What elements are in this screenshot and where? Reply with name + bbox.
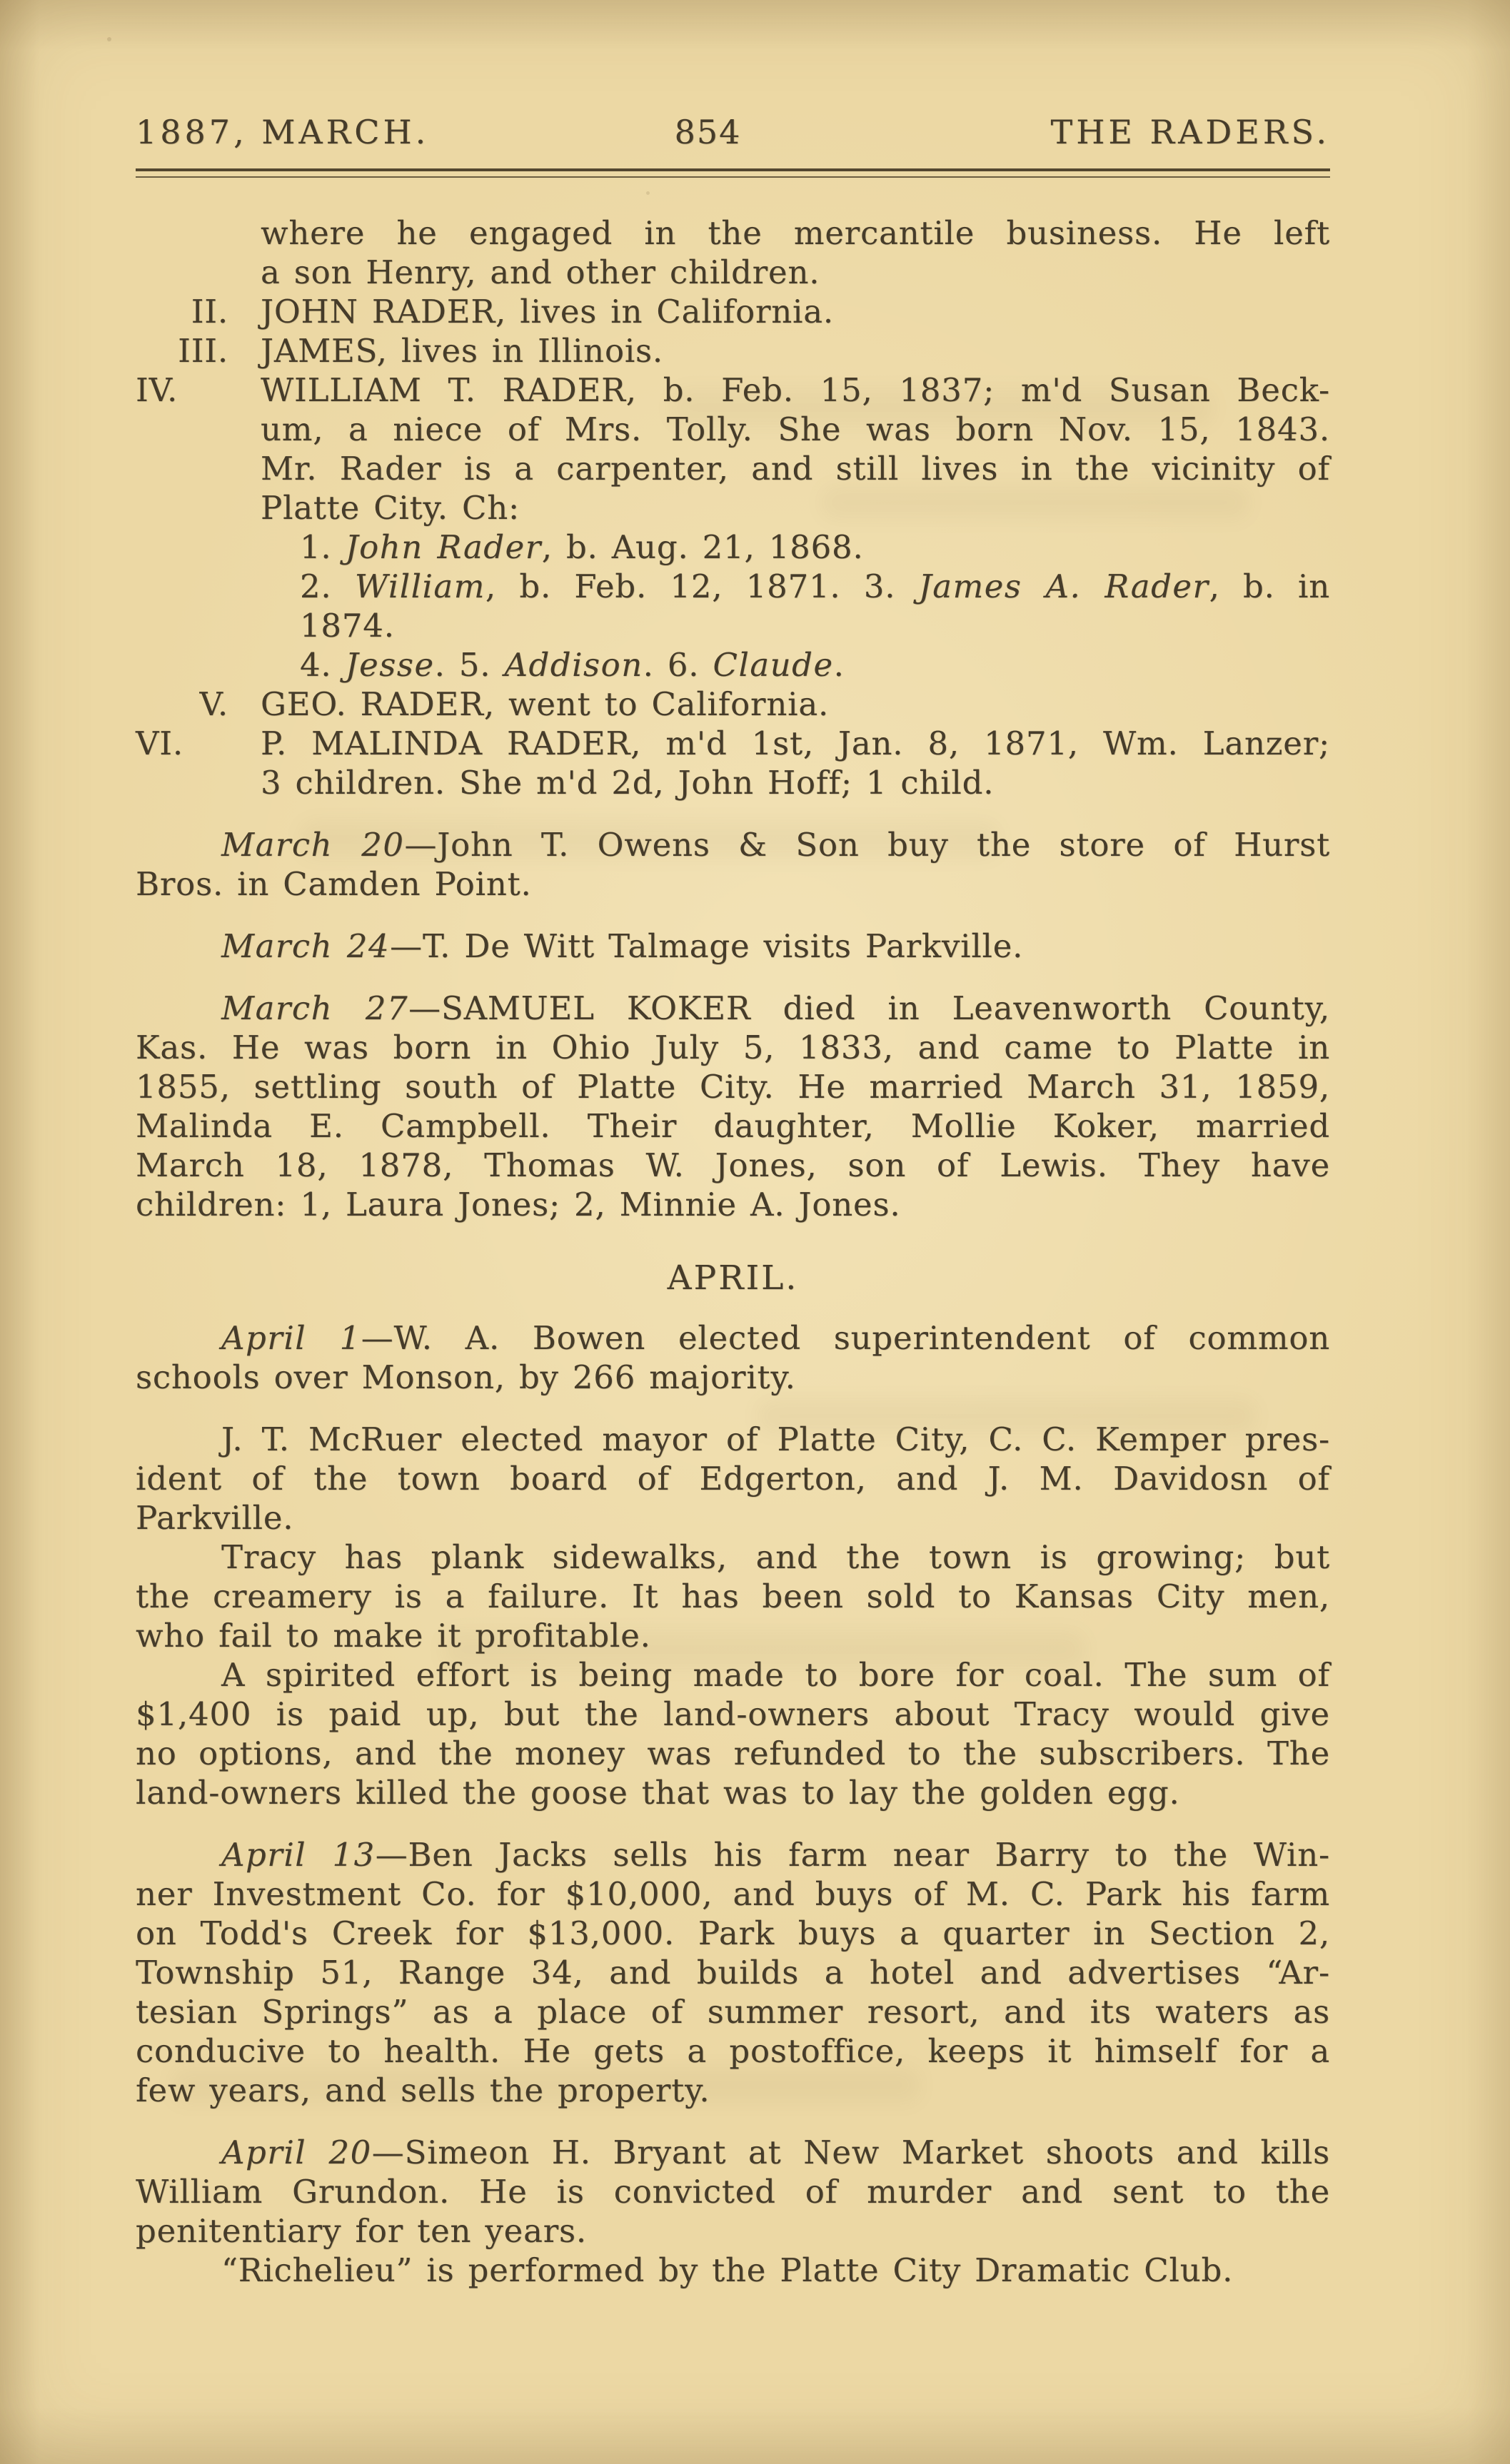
italic-text: March 27	[221, 989, 409, 1027]
roman-numeral: V.	[199, 685, 228, 723]
text-line	[136, 1616, 1330, 1655]
italic-text: March 24	[221, 927, 391, 965]
text-line	[300, 645, 1330, 685]
rader-item-vi	[136, 724, 1330, 802]
text-segment: P. MALINDA RADER, m'd 1st, Jan. 8, 1871, Wm. Lanzer;	[261, 724, 1330, 762]
text-segment: Tracy has plank sidewalks, and the town is growing; but	[221, 1538, 1330, 1576]
text-segment: GEO. RADER, went to California.	[261, 685, 830, 723]
text-segment: —John T. Owens & Son buy the store of Hurst	[404, 826, 1330, 864]
text-segment: 4.	[300, 646, 346, 684]
text-segment: where he engaged in the mercantile business. He left	[261, 214, 1330, 252]
roman-numeral: VI.	[136, 724, 183, 762]
roman-numeral: III.	[178, 332, 228, 370]
text-line	[136, 825, 1330, 864]
text-line	[261, 253, 1330, 292]
month-heading-april: APRIL.	[667, 1258, 799, 1298]
text-segment: the creamery is a failure. It has been sold to Kansas City men,	[136, 1577, 1330, 1615]
text-line	[136, 2172, 1330, 2211]
text-line	[136, 2251, 1330, 2290]
text-line	[136, 1067, 1330, 1106]
text-line	[136, 724, 1330, 763]
text-segment: 3 children. She m'd 2d, John Hoff; 1 child.	[261, 764, 995, 802]
text-line	[136, 1498, 1330, 1538]
para-tracy-sidewalks	[136, 1538, 1330, 1655]
text-line	[136, 1695, 1330, 1734]
header-date: 1887, MARCH.	[136, 113, 430, 151]
text-line	[136, 2211, 1330, 2251]
text-segment: 1855, settling south of Platte City. He married March 31, 1859,	[136, 1068, 1330, 1106]
text-line	[136, 1028, 1330, 1067]
roman-numeral: IV.	[136, 371, 178, 409]
text-segment: . 6.	[643, 646, 713, 684]
text-segment: few years, and sells the property.	[136, 2071, 710, 2109]
para-coal-boring	[136, 1655, 1330, 1812]
text-line	[136, 1577, 1330, 1616]
text-line	[136, 1914, 1330, 1953]
italic-text: William	[354, 567, 485, 605]
text-segment: Kas. He was born in Ohio July 5, 1833, and came to Platte in	[136, 1029, 1330, 1066]
text-segment: Parkville.	[136, 1499, 294, 1537]
text-line	[136, 1655, 1330, 1695]
text-line	[191, 292, 1330, 331]
text-segment: Mr. Rader is a carpenter, and still lives in the vicinity of	[261, 450, 1330, 488]
text-line	[136, 1185, 1330, 1224]
text-segment: 2.	[300, 567, 355, 605]
rader-item-ii	[136, 292, 1330, 331]
header-double-rule	[136, 168, 1330, 178]
italic-text: March 20	[221, 826, 405, 864]
text-segment: penitentiary for ten years.	[136, 2212, 588, 2250]
text-segment: —Simeon H. Bryant at New Market shoots and kills	[371, 2134, 1330, 2171]
text-segment: —SAMUEL KOKER died in Leavenworth County,	[408, 989, 1330, 1027]
text-line	[136, 1538, 1330, 1577]
italic-text: April 20	[221, 2134, 372, 2171]
text-segment: who fail to make it profitable.	[136, 1617, 651, 1655]
rader-item-iii	[136, 331, 1330, 370]
text-segment: land-owners killed the goose that was to lay the golden egg.	[136, 1774, 1180, 1812]
text-line	[136, 864, 1330, 904]
text-line	[136, 1874, 1330, 1914]
text-line	[136, 1420, 1330, 1459]
text-line	[261, 488, 1330, 527]
text-line	[136, 2031, 1330, 2071]
text-segment: ner Investment Co. for $10,000, and buys of M. C. Park his farm	[136, 1875, 1330, 1913]
text-line	[261, 213, 1330, 253]
text-segment: March 18, 1878, Thomas W. Jones, son of Lewis. They have	[136, 1146, 1330, 1184]
text-segment: Platte City. Ch:	[261, 489, 520, 527]
text-line	[136, 1953, 1330, 1992]
text-segment: 1.	[300, 528, 346, 566]
page-body	[136, 213, 1330, 2290]
ink-speck	[107, 37, 111, 41]
text-segment: Township 51, Range 34, and builds a hotel and advertises “Ar-	[136, 1954, 1330, 1991]
text-segment: WILLIAM T. RADER, b. Feb. 15, 1837; m'd Susan Beck-	[261, 371, 1330, 409]
italic-text: Jesse	[345, 646, 435, 684]
header-page-number: 854	[674, 113, 742, 151]
continuation-paragraph	[136, 213, 1330, 292]
roman-numeral: II.	[191, 293, 228, 330]
text-line	[300, 567, 1330, 645]
italic-text: Claude	[713, 646, 834, 684]
text-segment: no options, and the money was refunded to the subscribers. The	[136, 1735, 1330, 1772]
text-segment: JAMES, lives in Illinois.	[261, 332, 664, 370]
text-segment: children: 1, Laura Jones; 2, Minnie A. Jones.	[136, 1186, 901, 1223]
entry-march-24	[136, 926, 1330, 966]
text-segment: , b. Feb. 12, 1871. 3.	[485, 567, 919, 605]
text-segment: A spirited effort is being made to bore for coal. The sum of	[221, 1656, 1330, 1694]
text-segment: . 5.	[434, 646, 505, 684]
text-line	[261, 410, 1330, 449]
text-line	[136, 1459, 1330, 1498]
italic-text: James A. Rader	[918, 567, 1209, 605]
text-line	[136, 1835, 1330, 1874]
italic-text: John Rader	[345, 528, 542, 566]
text-segment: tesian Springs” as a place of summer resort, and its waters as	[136, 1993, 1330, 2031]
text-line	[261, 763, 1330, 802]
text-line	[178, 331, 1330, 370]
entry-april-20	[136, 2133, 1330, 2251]
text-line	[136, 370, 1330, 410]
entry-april-13	[136, 1835, 1330, 2110]
entry-march-20	[136, 825, 1330, 904]
text-line	[136, 2133, 1330, 2172]
text-segment: —W. A. Bowen elected superintendent of common	[361, 1319, 1330, 1357]
rader-item-iv	[136, 370, 1330, 527]
text-segment: J. T. McRuer elected mayor of Platte City, C. C. Kemper pres-	[221, 1420, 1330, 1458]
text-line	[136, 1106, 1330, 1146]
text-segment: , b. in 1874.	[300, 567, 1331, 645]
page-content	[136, 113, 1330, 2290]
text-line	[261, 449, 1330, 488]
text-segment: .	[833, 646, 845, 684]
text-segment: JOHN RADER, lives in California.	[261, 293, 834, 330]
italic-text: Addison	[504, 646, 643, 684]
text-segment: William Grundon. He is convicted of murder and sent to the	[136, 2173, 1330, 2211]
text-line	[136, 1146, 1330, 1185]
text-segment: um, a niece of Mrs. Tolly. She was born Nov. 15, 1843.	[261, 410, 1330, 448]
text-segment: conducive to health. He gets a postoffice, keeps it himself for a	[136, 2032, 1330, 2070]
header-book-title: THE RADERS.	[1050, 113, 1330, 151]
text-segment: —T. De Witt Talmage visits Parkville.	[390, 927, 1024, 965]
italic-text: April 13	[221, 1836, 376, 1874]
text-segment: on Todd's Creek for $13,000. Park buys a quarter in Section 2,	[136, 1914, 1330, 1952]
para-richelieu	[136, 2251, 1330, 2290]
text-line	[136, 1992, 1330, 2031]
italic-text: April 1	[221, 1319, 361, 1357]
entry-march-27	[136, 989, 1330, 1224]
text-line	[136, 1318, 1330, 1358]
entry-april-1	[136, 1318, 1330, 1397]
text-segment: a son Henry, and other children.	[261, 253, 820, 291]
text-line	[136, 989, 1330, 1028]
para-mcruer-election	[136, 1420, 1330, 1538]
text-line	[136, 2071, 1330, 2110]
text-segment: “Richelieu” is performed by the Platte City Dramatic Club.	[221, 2251, 1234, 2289]
text-line	[136, 1734, 1330, 1773]
text-line	[136, 1773, 1330, 1812]
text-line	[136, 1358, 1330, 1397]
text-segment: ident of the town board of Edgerton, and J. M. Davidosn of	[136, 1460, 1330, 1498]
rader-item-v	[136, 685, 1330, 724]
text-line	[300, 527, 1330, 567]
text-segment: $1,400 is paid up, but the land-owners about Tracy would give	[136, 1695, 1330, 1733]
text-segment: Malinda E. Campbell. Their daughter, Mollie Koker, married	[136, 1107, 1330, 1145]
text-segment: , b. Aug. 21, 1868.	[541, 528, 864, 566]
text-segment: schools over Monson, by 266 majority.	[136, 1358, 796, 1396]
children-list	[136, 527, 1330, 685]
text-line	[199, 685, 1330, 724]
running-header	[136, 113, 1330, 158]
text-line	[136, 926, 1330, 966]
text-segment: Bros. in Camden Point.	[136, 865, 532, 903]
text-segment: —Ben Jacks sells his farm near Barry to the Win-	[375, 1836, 1330, 1874]
